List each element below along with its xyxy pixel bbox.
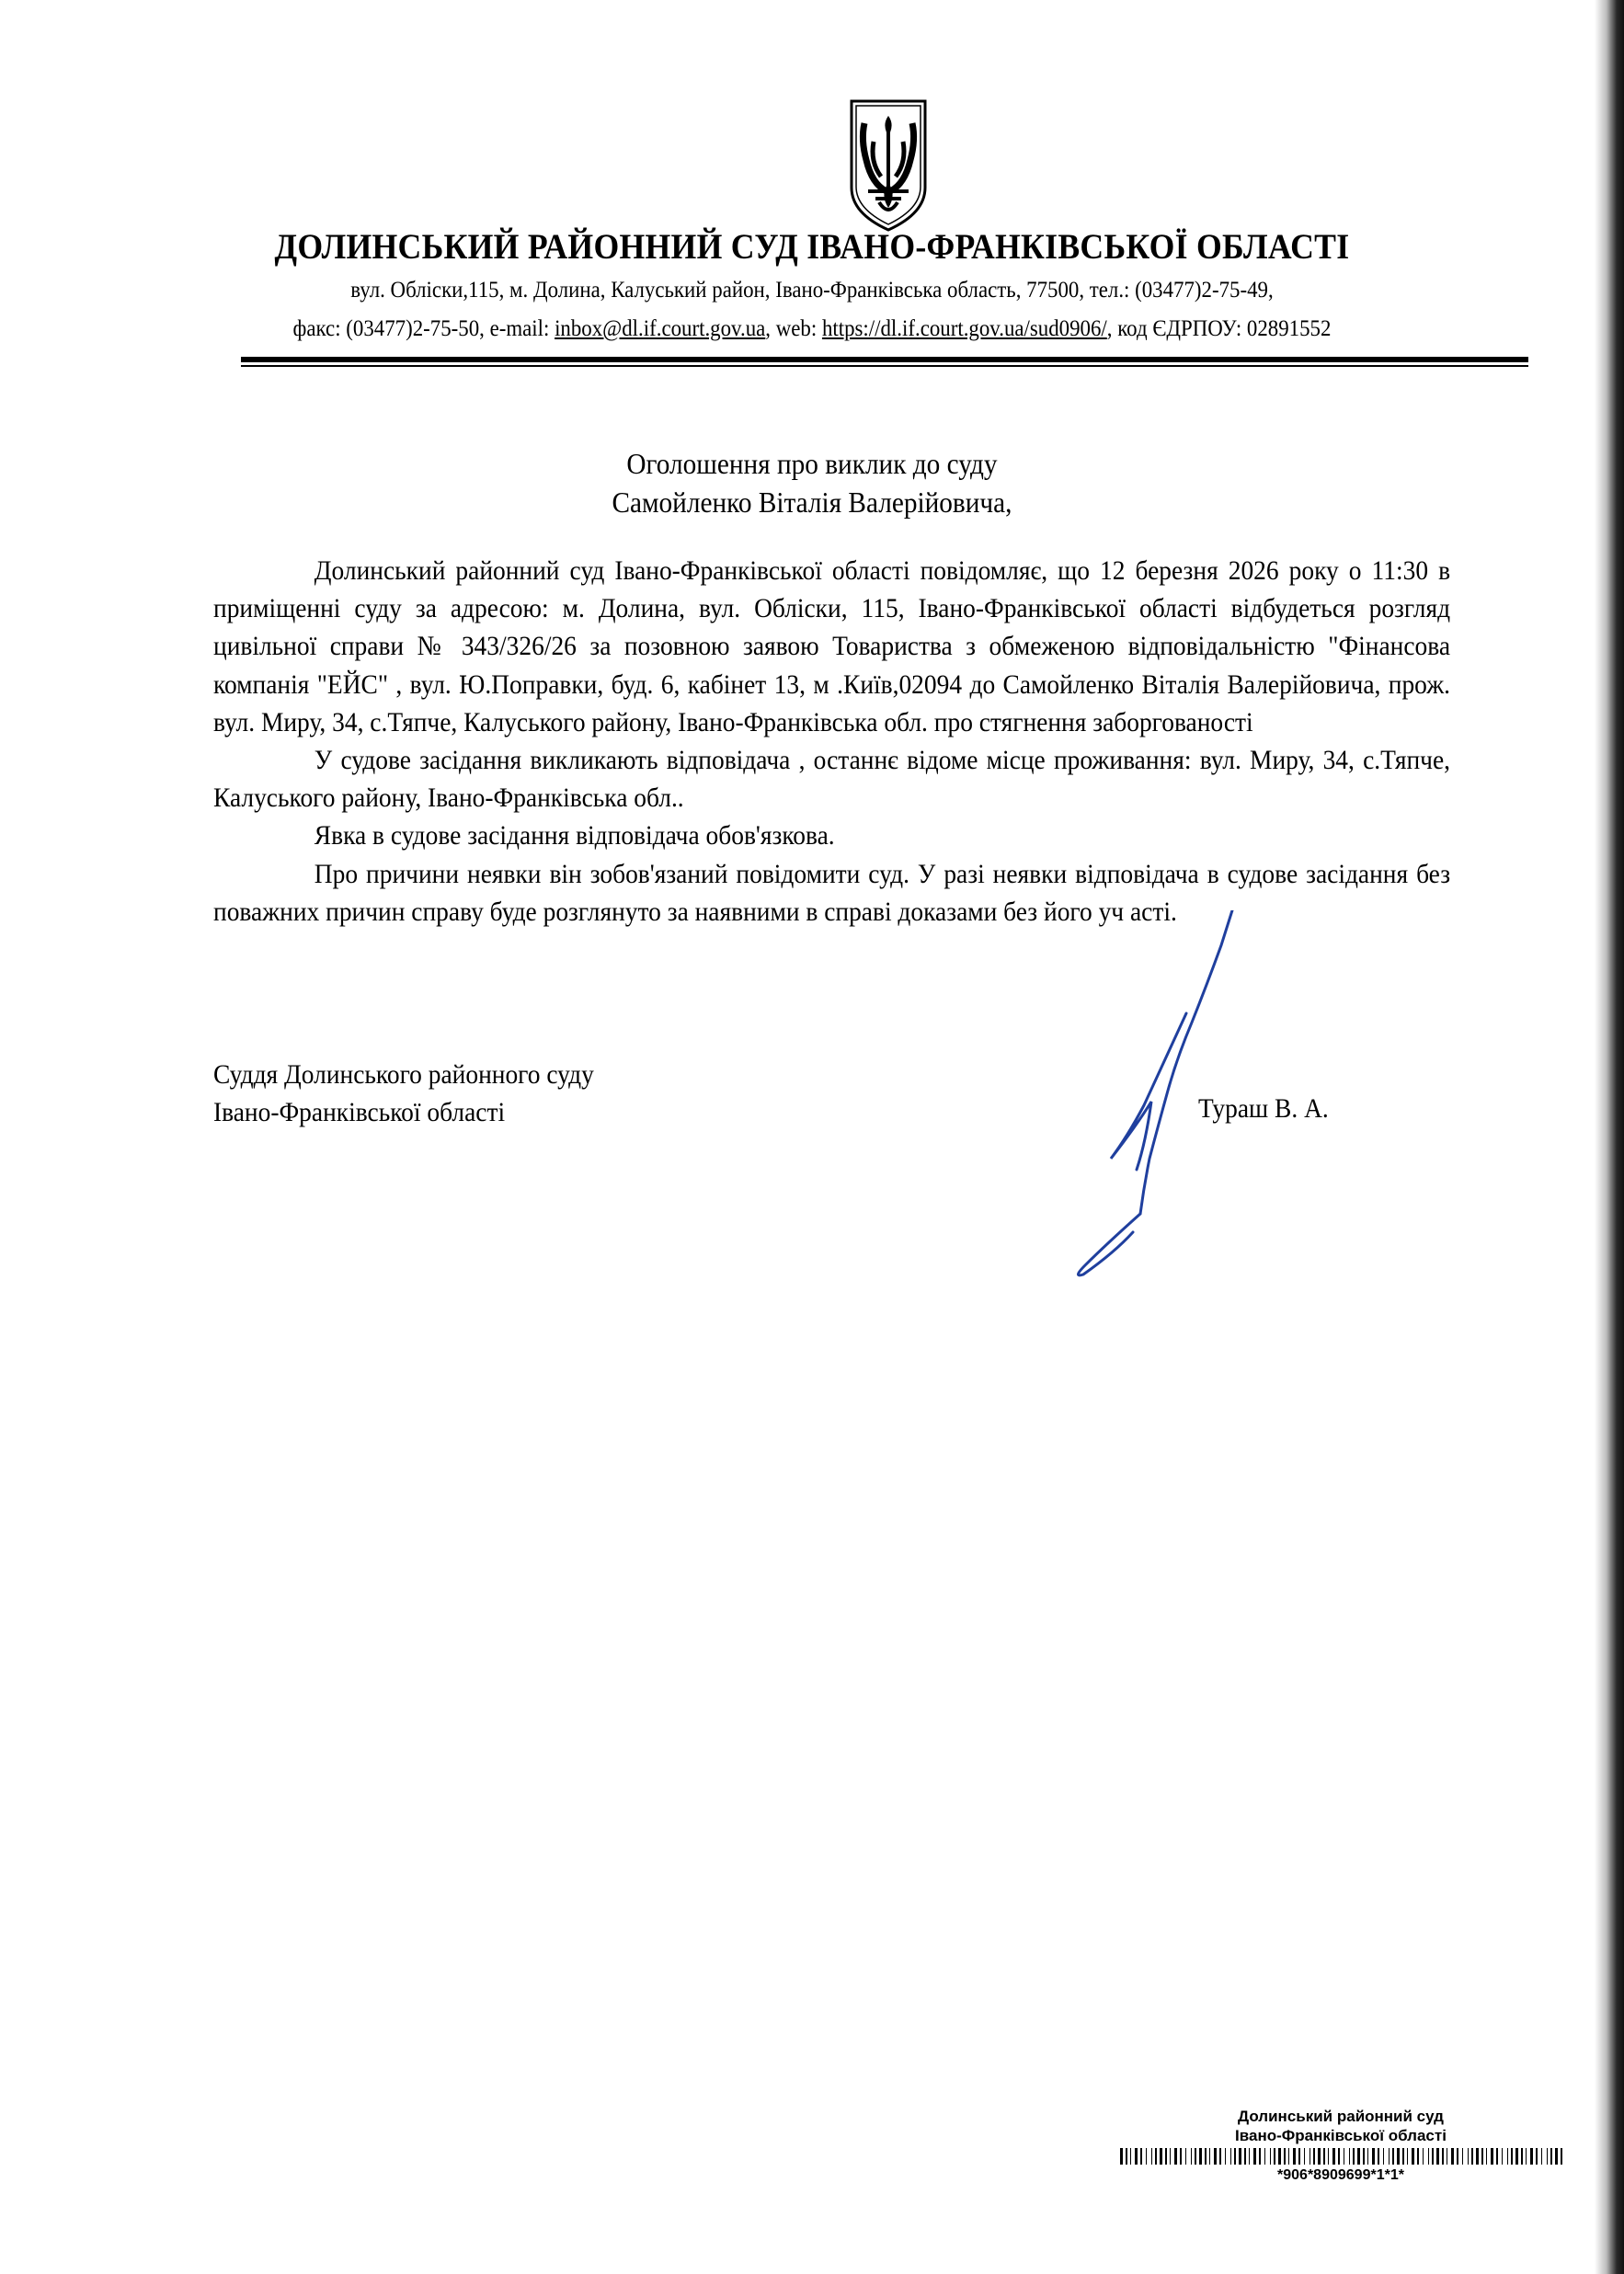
barcode-bar [1205,2148,1207,2165]
barcode-bar [1244,2148,1246,2165]
barcode-bar [1214,2148,1217,2165]
barcode-bar [1402,2148,1404,2165]
notice-title: Оголошення про виклик до суду [626,447,998,480]
court-address: вул. Обліски,115, м. Долина, Калуський район, Івано-Франківська область, 77500, тел.: (03477)2-75-49, [350,278,1274,303]
barcode-bar [1451,2148,1454,2165]
barcode-bar [1234,2148,1236,2165]
barcode-bar [1496,2148,1498,2165]
barcode-bar [1225,2148,1226,2165]
paragraph-absence-consequences: Про причини неявки він зобов'язаний повідомити суд. У разі неявки відповідача в судове засідання без поважних причин справу буде розглянуто за наявними в справі доказами без його уч асті. [213,858,1451,927]
barcode-bar [1530,2148,1533,2165]
barcode-bar [1195,2148,1196,2165]
barcode-bar [1432,2148,1434,2165]
barcode-bar [1191,2148,1192,2165]
header-divider [241,357,1528,362]
barcode-bar [1397,2148,1400,2165]
barcode-bar [1481,2148,1483,2165]
barcode-bar [1288,2148,1289,2165]
barcode-bar [1126,2148,1127,2165]
barcode-bar [1378,2148,1379,2165]
barcode-bar [1555,2148,1558,2165]
barcode-bar [1412,2148,1414,2165]
barcode-bar [1561,2148,1562,2165]
court-contacts [0,316,1624,342]
handwritten-signature [1048,910,1287,1287]
barcode-bar [1328,2148,1329,2165]
barcode-bar [1309,2148,1310,2165]
barcode-bar [1165,2148,1167,2165]
barcode-bar [1174,2148,1177,2165]
paragraph-mandatory: Явка в судове засідання відповідача обов'язкова. [314,820,835,851]
barcode-bar [1526,2148,1527,2165]
barcode-bar [1259,2148,1261,2165]
website-link[interactable]: https://dl.if.court.gov.ua/sud0906/ [821,316,1107,341]
barcode-bar [1230,2148,1231,2165]
barcode-bar [1199,2148,1202,2165]
barcode-bar [1239,2148,1241,2165]
barcode-bar [1491,2148,1493,2165]
notice-body [213,552,1450,931]
barcode-bar [1353,2148,1355,2165]
barcode-bar [1417,2148,1419,2165]
barcode-bar [1253,2148,1256,2165]
judge-name: Тураш В. А. [1198,1093,1329,1124]
barcode-bar [1140,2148,1142,2165]
barcode-bar [1468,2148,1469,2165]
barcode-bar [1151,2148,1152,2165]
barcode-bar [1249,2148,1250,2165]
barcode-bar [1515,2148,1518,2165]
barcode-bar [1293,2148,1296,2165]
barcode-bar [1471,2148,1473,2165]
barcode-bar [1541,2148,1542,2165]
barcode-bar [1278,2148,1281,2165]
barcode [1120,2148,1565,2165]
barcode-bar [1442,2148,1444,2165]
barcode-bar [1323,2148,1325,2165]
barcode-bar [1160,2148,1162,2165]
judge-title-line2: Івано-Франківської області [213,1097,506,1127]
header-divider-thin [241,365,1528,367]
barcode-bar [1367,2148,1368,2165]
barcode-bar [1298,2148,1300,2165]
barcode-bar [1486,2148,1487,2165]
barcode-bar [1135,2148,1138,2165]
barcode-bar [1547,2148,1548,2165]
barcode-bar [1332,2148,1335,2165]
tryzub-emblem-icon [844,96,932,234]
barcode-bar [1502,2148,1503,2165]
stamp-court-line2: Івано-Франківської області [1235,2127,1447,2144]
court-name-heading: ДОЛИНСЬКИЙ РАЙОННИЙ СУД ІВАНО-ФРАНКІВСЬКОЇ ОБЛАСТІ [274,227,1350,267]
barcode-bar [1264,2148,1265,2165]
barcode-bar [1304,2148,1305,2165]
barcode-bar [1372,2148,1375,2165]
fax-label: факс: (03477)2-75-50, e-mail: [292,316,555,341]
barcode-bar [1383,2148,1384,2165]
barcode-bar [1180,2148,1182,2165]
notice-addressee: Самойленко Віталія Валерійовича, [612,486,1012,519]
edrpou-code: , код ЄДРПОУ: 02891552 [1106,316,1332,341]
barcode-bar [1521,2148,1523,2165]
email-link[interactable]: inbox@dl.if.court.gov.ua [555,316,766,341]
web-label: , web: [765,316,822,341]
paragraph-hearing-details: Долинський районний суд Івано-Франківської області повідомляє, що 12 березня 2026 року о 11:30 в приміщенні суду за адресою: м. Долина, вул. Обліски, 115, Івано-Франківської області відбудеться розгляд цивільної справи № 343/326/26 за позовною заявою Товариства з обмеженою відповідальністю "Фінансова компанія "ЕЙС" , вул. Ю.Поправки, буд. 6, кабінет 13, м .Київ,02094 до Самойленко Віталія Валерійовича, прож. вул. Миру, 34, с.Тяпче, Калуського району, Івано-Франківська обл. про стягнення заборгованості [213,555,1451,737]
barcode-bar [1462,2148,1463,2165]
barcode-bar [1457,2148,1458,2165]
barcode-bar [1155,2148,1157,2165]
barcode-bar [1536,2148,1538,2165]
judge-title-line1: Суддя Долинського районного суду [213,1059,594,1090]
barcode-bar [1219,2148,1221,2165]
barcode-bar [1507,2148,1508,2165]
barcode-bar [1363,2148,1365,2165]
judge-title [213,1056,594,1131]
barcode-bar [1146,2148,1147,2165]
barcode-bar [1511,2148,1513,2165]
barcode-bar [1550,2148,1552,2165]
barcode-bar [1170,2148,1171,2165]
barcode-bar [1476,2148,1479,2165]
barcode-bar [1313,2148,1315,2165]
barcode-bar [1209,2148,1210,2165]
barcode-bar [1407,2148,1408,2165]
stamp-court-line1: Долинський районний суд [1238,2108,1444,2125]
barcode-bar [1270,2148,1271,2165]
barcode-bar [1338,2148,1340,2165]
barcode-bar [1274,2148,1275,2165]
barcode-number: *906*8909699*1*1* [1277,2167,1404,2183]
barcode-bar [1130,2148,1131,2165]
barcode-bar [1392,2148,1394,2165]
barcode-bar [1284,2148,1286,2165]
barcode-bar [1428,2148,1429,2165]
barcode-bar [1349,2148,1350,2165]
barcode-bar [1185,2148,1186,2165]
barcode-bar [1318,2148,1321,2165]
barcode-bar [1357,2148,1360,2165]
barcode-bar [1436,2148,1439,2165]
barcode-bar [1120,2148,1123,2165]
barcode-bar [1423,2148,1424,2165]
barcode-bar [1389,2148,1390,2165]
paragraph-summons: У судове засідання викликають відповідача , останнє відоме місце проживання: вул. Миру, 34, с.Тяпче, Калуського району, Івано-Франківська обл.. [213,745,1451,814]
